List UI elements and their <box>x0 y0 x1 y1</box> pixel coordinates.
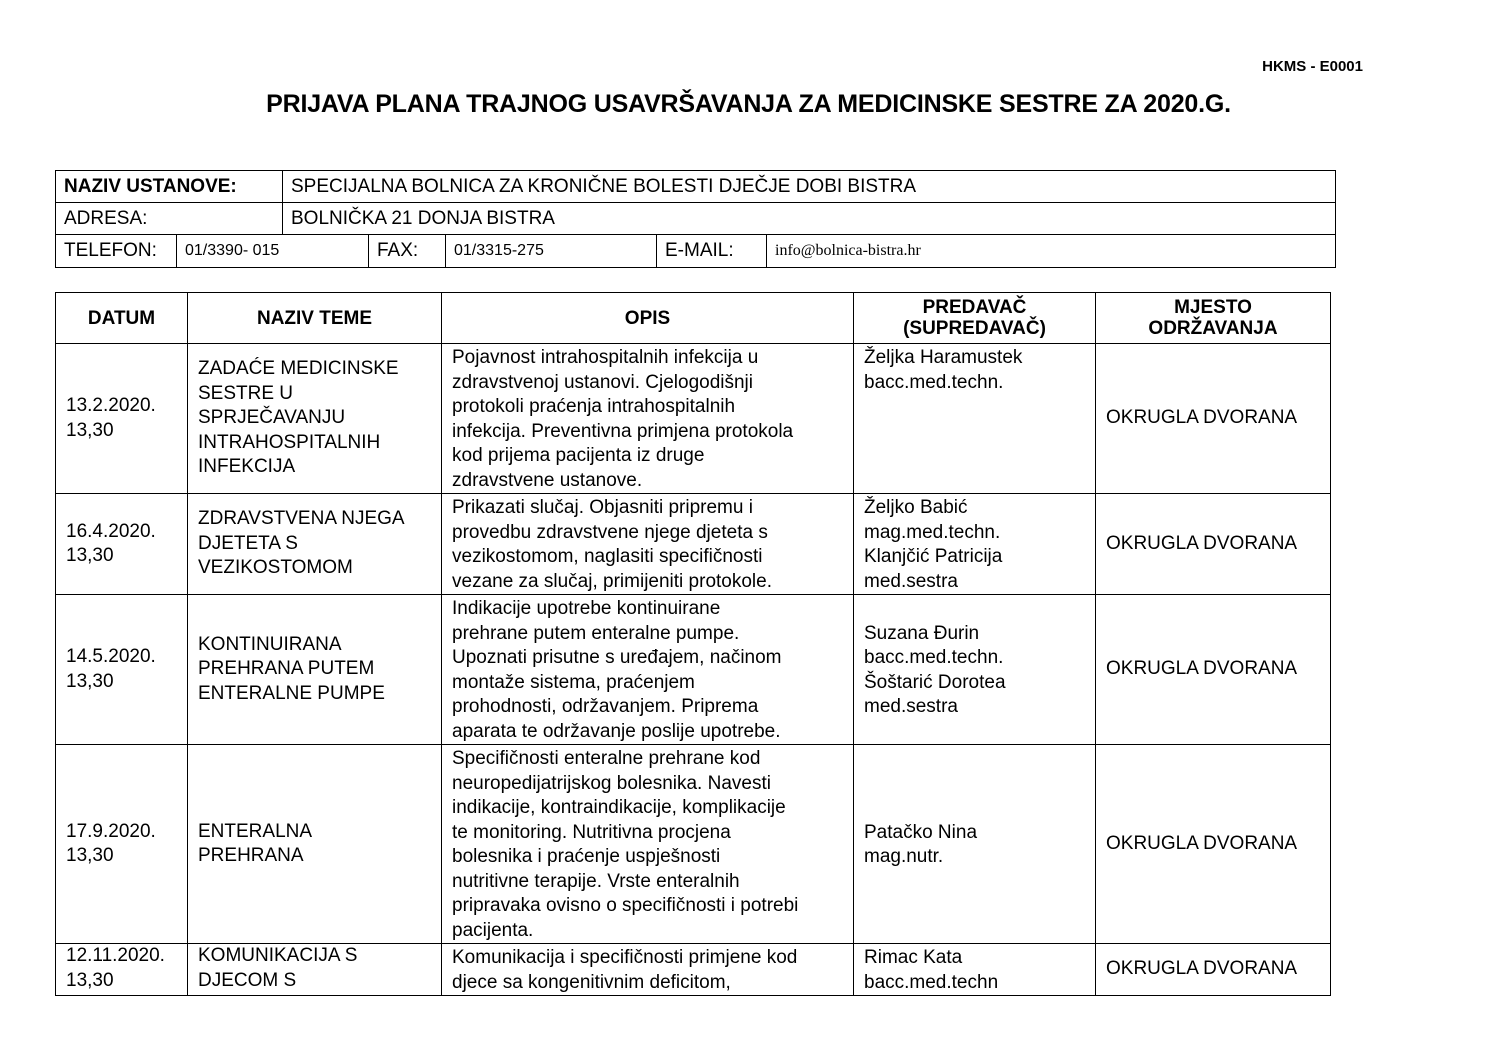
description-line: Specifičnosti enteralne prehrane kod <box>452 748 761 769</box>
topic-line: ENTERALNE PUMPE <box>198 682 385 704</box>
cell-mjesto: OKRUGLA DVORANA <box>1096 344 1331 494</box>
institution-name-value: SPECIJALNA BOLNICA ZA KRONIČNE BOLESTI DJEČJE DOBI BISTRA <box>291 175 917 197</box>
table-row <box>56 344 1331 494</box>
description-line: indikacije, kontraindikacije, komplikacije <box>452 797 786 818</box>
lecturer-line: mag.nutr. <box>864 846 944 867</box>
lecturer-line: bacc.med.techn <box>864 971 999 993</box>
description-line: vezane za slučaj, primijeniti protokole. <box>452 570 772 592</box>
address-row <box>56 203 1335 235</box>
header-mjesto <box>1096 293 1331 344</box>
description-line: pripravaka ovisno o specifičnosti i potrebi <box>452 895 799 916</box>
cell-datum <box>56 944 188 996</box>
lecturer-line: Željka Haramustek <box>864 347 1023 368</box>
institution-name-label: NAZIV USTANOVE: <box>56 171 283 202</box>
cell-tema <box>188 344 442 494</box>
cell-predavac <box>854 944 1096 996</box>
cell-predavac <box>854 494 1096 595</box>
cell-opis <box>442 344 854 494</box>
topic-line: DJETETA S <box>198 532 298 554</box>
email-value: info@bolnica-bistra.hr <box>775 242 921 259</box>
address-value: BOLNIČKA 21 DONJA BISTRA <box>291 207 555 229</box>
cell-mjesto: OKRUGLA DVORANA <box>1096 944 1331 996</box>
cell-tema <box>188 745 442 944</box>
description-line: vezikostomom, naglasiti specifičnosti <box>452 546 763 567</box>
description-line: prehrane putem enteralne pumpe. <box>452 622 740 644</box>
topic-line: DJECOM S <box>198 969 297 991</box>
description-line: Pojavnost intrahospitalnih infekcija u <box>452 347 759 368</box>
lecturer-line: Suzana Đurin <box>864 622 980 644</box>
topic-line: ZDRAVSTVENA NJEGA <box>198 508 405 530</box>
time-line: 13,30 <box>66 545 114 566</box>
description-line: nutritivne terapije. Vrste enteralnih <box>452 870 740 892</box>
cell-predavac <box>854 344 1096 494</box>
cell-datum <box>56 745 188 944</box>
date-line: 16.4.2020. <box>66 520 156 542</box>
document-title: PRIJAVA PLANA TRAJNOG USAVRŠAVANJA ZA MEDICINSKE SESTRE ZA 2020.G. <box>266 90 1231 118</box>
document-code: HKMS - E0001 <box>1262 58 1363 75</box>
cell-datum <box>56 344 188 494</box>
description-line: infekcija. Preventivna primjena protokola <box>452 420 794 442</box>
lecturer-line: Klanjčić Patricija <box>864 546 1003 567</box>
phone-label: TELEFON: <box>56 235 177 267</box>
institution-info-box <box>55 170 1336 268</box>
cell-predavac <box>854 745 1096 944</box>
institution-name-row <box>56 171 1335 203</box>
description-line: Prikazati slučaj. Objasniti pripremu i <box>452 497 753 518</box>
date-line: 13.2.2020. <box>66 395 156 416</box>
training-schedule-table <box>55 292 1331 996</box>
description-line: zdravstvene ustanove. <box>452 469 643 491</box>
cell-mjesto: OKRUGLA DVORANA <box>1096 494 1331 595</box>
cell-tema <box>188 494 442 595</box>
time-line: 13,30 <box>66 845 114 866</box>
table-row <box>56 494 1331 595</box>
cell-mjesto: OKRUGLA DVORANA <box>1096 745 1331 944</box>
cell-mjesto: OKRUGLA DVORANA <box>1096 595 1331 745</box>
header-mjesto-line1: MJESTO <box>1174 297 1252 318</box>
description-line: provedbu zdravstvene njege djeteta s <box>452 521 768 543</box>
description-line: Indikacije upotrebe kontinuirane <box>452 598 721 619</box>
header-datum: DATUM <box>56 293 188 344</box>
description-line: prohodnosti, održavanjem. Priprema <box>452 696 759 717</box>
lecturer-line: Rimac Kata <box>864 947 963 968</box>
topic-line: ENTERALNA <box>198 820 313 842</box>
description-line: neuropedijatrijskog bolesnika. Navesti <box>452 772 771 794</box>
description-line: pacijenta. <box>452 919 534 941</box>
lecturer-line: Šoštarić Dorotea <box>864 671 1006 693</box>
topic-line: PREHRANA <box>198 845 304 866</box>
description-line: protokoli praćenja intrahospitalnih <box>452 396 736 417</box>
topic-line: KONTINUIRANA <box>198 633 342 655</box>
time-line: 13,30 <box>66 419 114 441</box>
date-line: 14.5.2020. <box>66 646 156 667</box>
description-line: djece sa kongenitivnim deficitom, <box>452 971 731 993</box>
lecturer-line: bacc.med.techn. <box>864 371 1004 393</box>
time-line: 13,30 <box>66 670 114 692</box>
fax-label: FAX: <box>369 235 446 267</box>
table-row <box>56 595 1331 745</box>
table-row <box>56 944 1331 996</box>
fax-value: 01/3315-275 <box>446 235 657 267</box>
header-opis: OPIS <box>442 293 854 344</box>
topic-line: VEZIKOSTOMOM <box>198 557 353 579</box>
phone-value: 01/3390- 015 <box>177 235 369 267</box>
time-line: 13,30 <box>66 969 114 991</box>
topic-line: INTRAHOSPITALNIH <box>198 431 381 453</box>
description-line: bolesnika i praćenje uspješnosti <box>452 846 721 867</box>
lecturer-line: med.sestra <box>864 696 958 717</box>
description-line: te monitoring. Nutritivna procjena <box>452 821 731 843</box>
cell-opis <box>442 494 854 595</box>
cell-datum <box>56 595 188 745</box>
topic-line: INFEKCIJA <box>198 456 296 478</box>
header-predavac-line1: PREDAVAČ <box>922 297 1027 318</box>
topic-line: PREHRANA PUTEM <box>198 658 375 680</box>
lecturer-line: Patačko Nina <box>864 821 978 843</box>
cell-opis <box>442 745 854 944</box>
cell-opis <box>442 595 854 745</box>
description-line: kod prijema pacijenta iz druge <box>452 445 705 466</box>
header-naziv-teme: NAZIV TEME <box>188 293 442 344</box>
description-line: Upoznati prisutne s uređajem, načinom <box>452 647 782 668</box>
description-line: montaže sistema, praćenjem <box>452 671 695 693</box>
lecturer-line: bacc.med.techn. <box>864 647 1004 668</box>
cell-opis <box>442 944 854 996</box>
cell-predavac <box>854 595 1096 745</box>
cell-tema <box>188 944 442 996</box>
topic-line: SESTRE U <box>198 382 294 404</box>
topic-line: ZADAĆE MEDICINSKE <box>198 358 399 380</box>
description-line: zdravstvenoj ustanovi. Cjelogodišnji <box>452 371 753 393</box>
lecturer-line: med.sestra <box>864 570 958 592</box>
header-predavac-line2: (SUPREDAVAČ) <box>903 318 1046 339</box>
description-line: aparata te održavanje poslije upotrebe. <box>452 720 781 742</box>
lecturer-line: Željko Babić <box>864 497 968 518</box>
date-line: 17.9.2020. <box>66 820 156 842</box>
description-line: Komunikacija i specifičnosti primjene kod <box>452 947 798 968</box>
table-header-row <box>56 293 1331 344</box>
cell-tema <box>188 595 442 745</box>
topic-line: KOMUNIKACIJA S <box>198 945 358 966</box>
cell-datum <box>56 494 188 595</box>
email-label: E-MAIL: <box>657 235 767 267</box>
header-mjesto-line2: ODRŽAVANJA <box>1148 318 1278 339</box>
contact-row <box>56 235 1335 267</box>
table-row <box>56 745 1331 944</box>
topic-line: SPRJEČAVANJU <box>198 407 346 429</box>
header-predavac <box>854 293 1096 344</box>
address-label: ADRESA: <box>56 203 283 234</box>
lecturer-line: mag.med.techn. <box>864 521 1001 543</box>
date-line: 12.11.2020. <box>66 945 165 966</box>
